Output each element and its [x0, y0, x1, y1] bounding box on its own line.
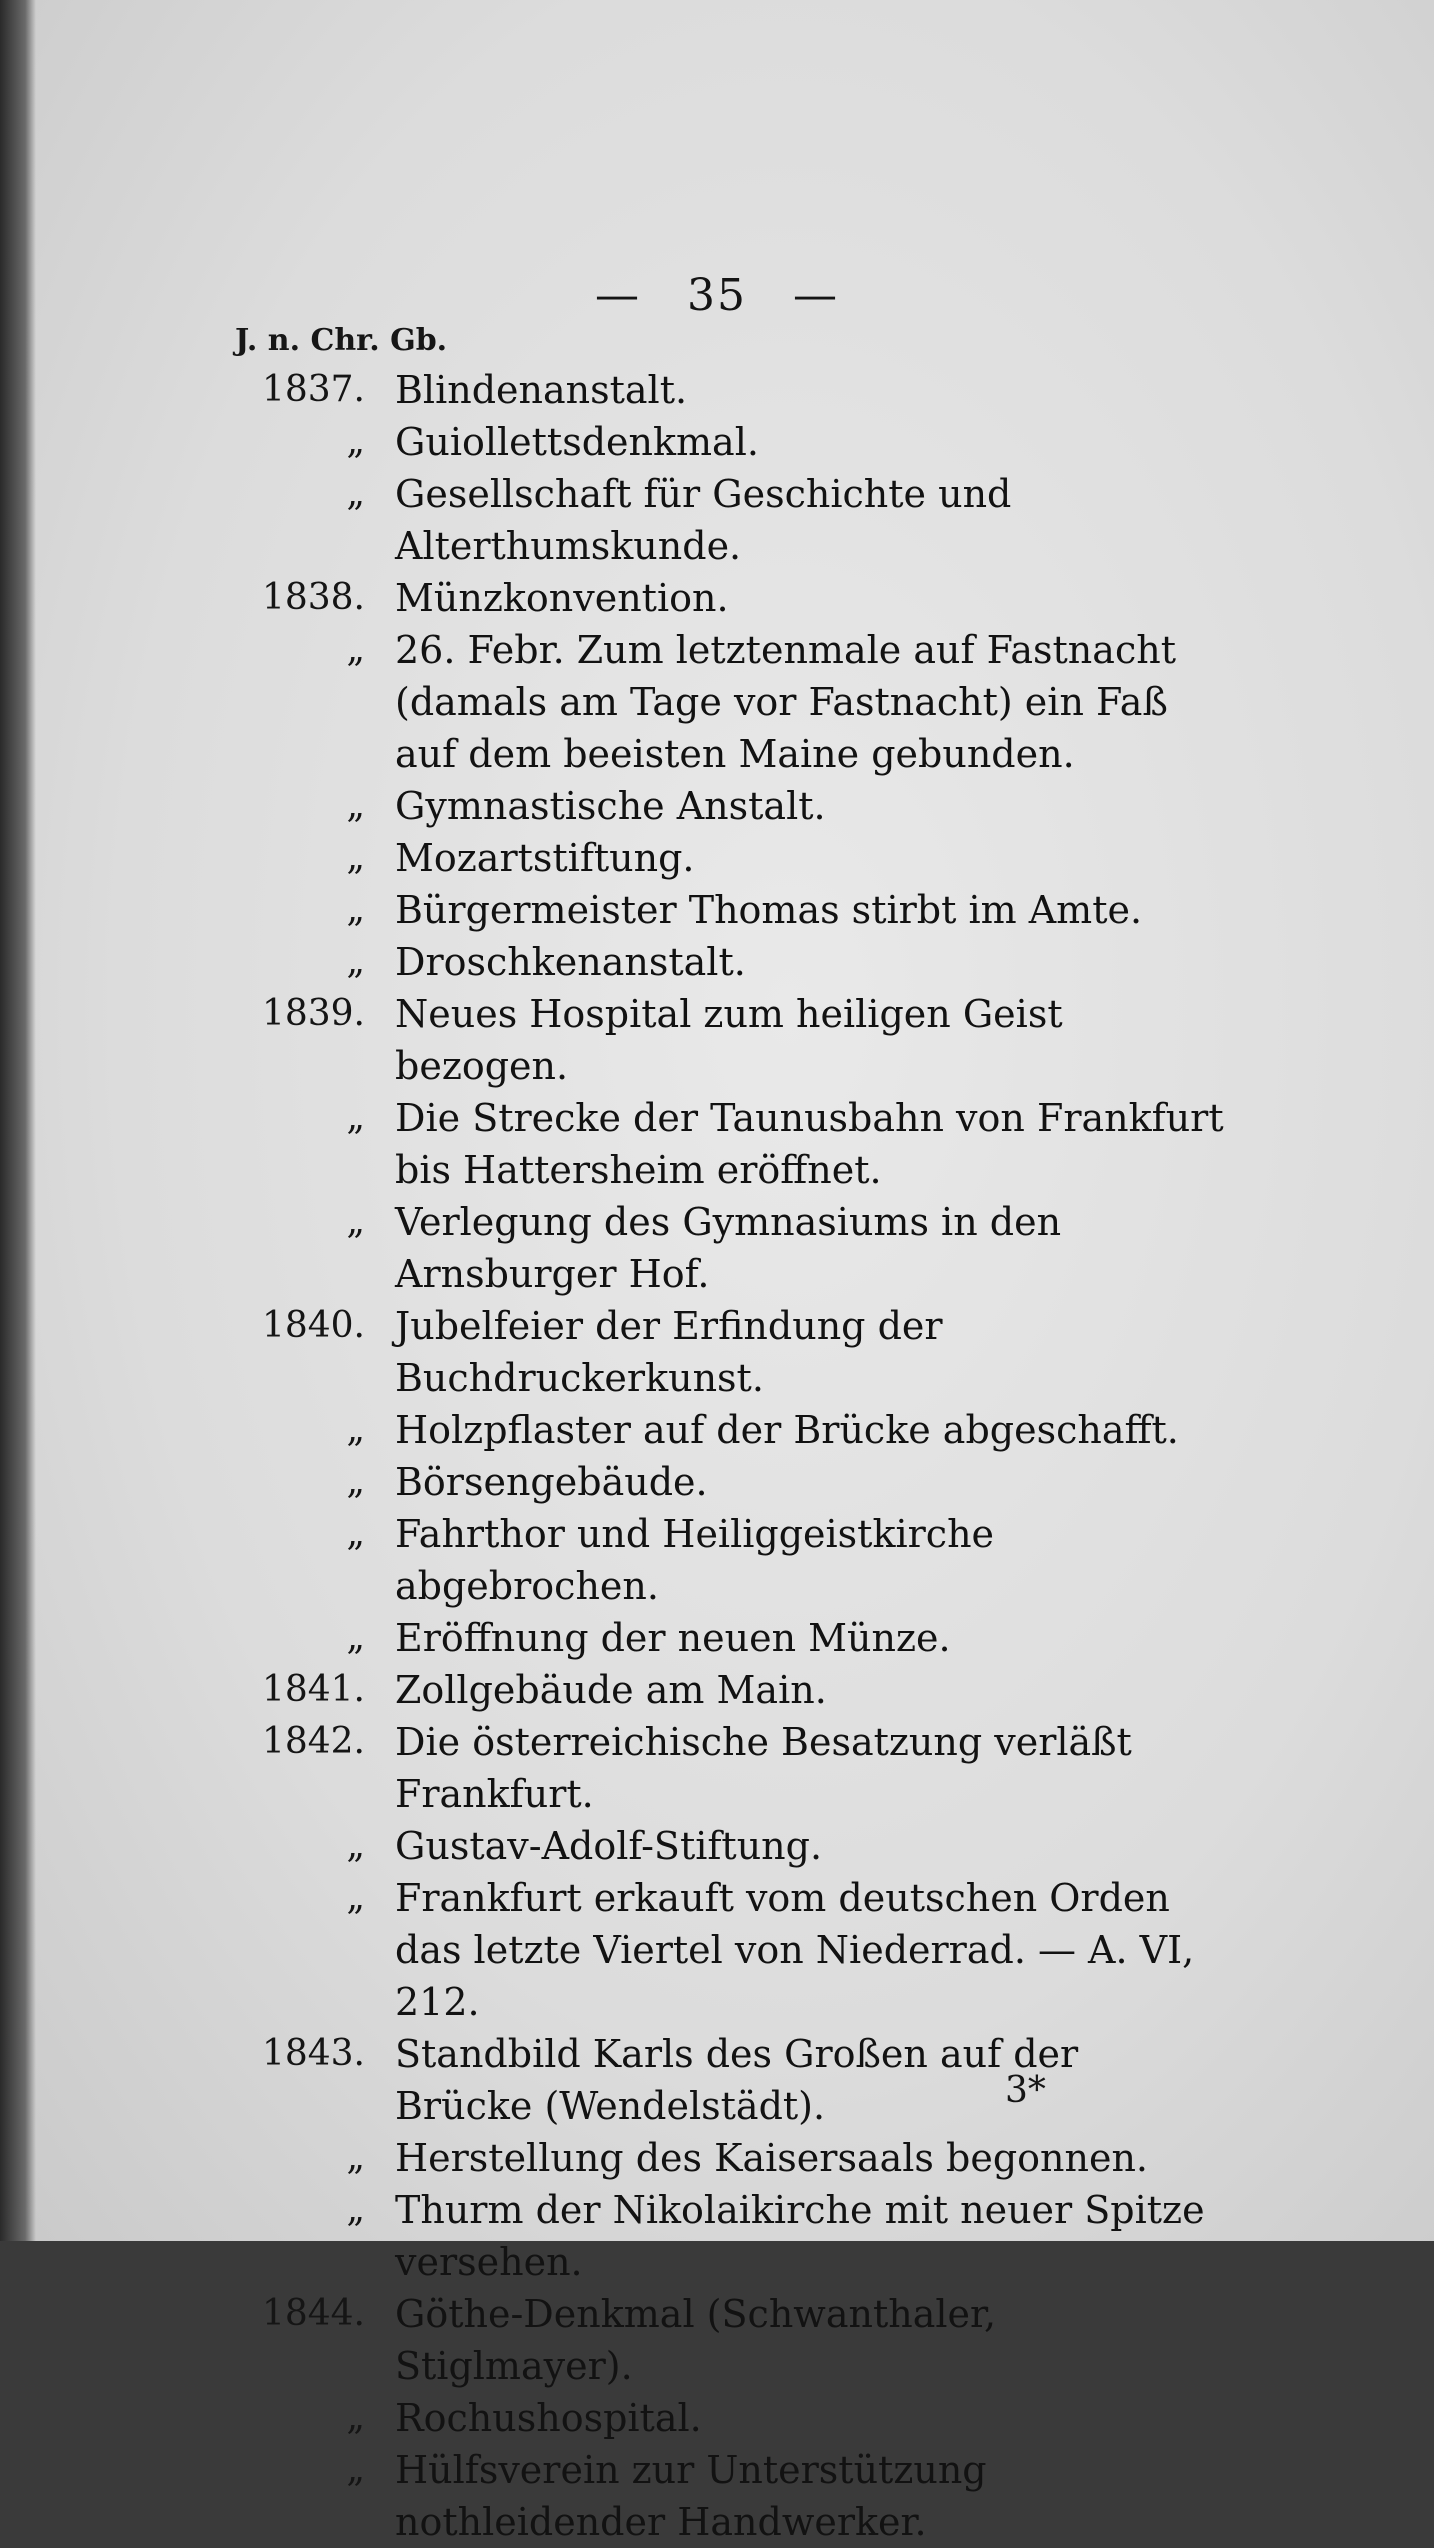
entry-text: Blindenanstalt. [395, 368, 688, 412]
entry-year: „ [346, 941, 365, 982]
entry-text: Guiollettsdenkmal. [395, 420, 759, 464]
entry-text: 26. Febr. Zum letztenmale auf Fastnacht (damals am Tage vor Fastnacht) ein Faß auf dem beeisten Maine gebunden. [395, 628, 1176, 776]
chronology-entry [0, 1664, 1434, 1716]
entry-text: Bürgermeister Thomas stirbt im Amte. [395, 888, 1143, 932]
entry-year: „ [346, 1513, 365, 1554]
entry-year: „ [346, 421, 365, 462]
entry-year: „ [346, 2397, 365, 2438]
chronology-entry [0, 1716, 1434, 1820]
entry-text: Rochushospital. [395, 2396, 702, 2440]
chronology-entry [0, 2184, 1434, 2288]
entry-year: „ [346, 1461, 365, 1502]
entry-text: Gymnastische Anstalt. [395, 784, 826, 828]
chronology-entry [0, 2028, 1434, 2132]
header-dash-right: — [793, 270, 839, 321]
chronology-entry [0, 1456, 1434, 1508]
entry-text: Hülfsverein zur Unterstützung nothleidender Handwerker. [395, 2448, 987, 2544]
entry-text: Herstellung des Kaisersaals begonnen. [395, 2136, 1149, 2180]
entry-text: Frankfurt erkauft vom deutschen Orden das letzte Viertel von Niederrad. — A. VI, 212. [395, 1876, 1195, 2024]
entry-year: 1838. [261, 577, 365, 618]
entry-text: Die österreichische Besatzung verläßt Frankfurt. [395, 1720, 1132, 1816]
entry-text: Gustav-Adolf-Stiftung. [395, 1824, 823, 1868]
page-header [0, 270, 1434, 321]
entry-year: 1840. [261, 1305, 365, 1346]
chronology-entry [0, 624, 1434, 780]
entry-year: 1841. [261, 1669, 365, 1710]
entry-text: Gesellschaft für Geschichte und Alterthumskunde. [395, 472, 1012, 568]
entry-year: 1837. [261, 369, 365, 410]
chronology-entry [0, 2444, 1434, 2548]
entry-year: „ [346, 473, 365, 514]
entry-year: 1844. [261, 2293, 365, 2334]
chronology-entry [0, 1612, 1434, 1664]
header-dash-left: — [595, 270, 641, 321]
entry-year: „ [346, 1097, 365, 1138]
chronology-entry [0, 416, 1434, 468]
chronology-entry [0, 1300, 1434, 1404]
page-number: 35 [687, 270, 747, 321]
chronology-entry [0, 1872, 1434, 2028]
entry-text: Neues Hospital zum heiligen Geist bezogen. [395, 992, 1063, 1088]
entry-year: „ [346, 1617, 365, 1658]
chronology-entry [0, 364, 1434, 416]
entry-year: „ [346, 889, 365, 930]
chronology-entry [0, 1404, 1434, 1456]
chronology-entry [0, 1820, 1434, 1872]
chronology-entry [0, 468, 1434, 572]
entry-text: Die Strecke der Taunusbahn von Frankfurt bis Hattersheim eröffnet. [395, 1096, 1224, 1192]
entry-year: 1839. [261, 993, 365, 1034]
entry-text: Thurm der Nikolaikirche mit neuer Spitze versehen. [395, 2188, 1205, 2284]
entry-year: „ [346, 1201, 365, 1242]
chronology-entry [0, 2132, 1434, 2184]
entry-year: „ [346, 785, 365, 826]
chronology-entry [0, 1092, 1434, 1196]
chronology-list [0, 364, 1434, 2548]
chronology-entry [0, 1508, 1434, 1612]
entry-year: 1843. [261, 2033, 365, 2074]
era-label: J. n. Chr. Gb. [235, 323, 448, 358]
entry-year: „ [346, 1409, 365, 1450]
entry-text: Verlegung des Gymnasiums in den Arnsburger Hof. [395, 1200, 1062, 1296]
entry-text: Eröffnung der neuen Münze. [395, 1616, 951, 1660]
entry-text: Mozartstiftung. [395, 836, 695, 880]
entry-text: Standbild Karls des Großen auf der Brücke (Wendelstädt). [395, 2032, 1079, 2128]
chronology-entry [0, 884, 1434, 936]
entry-year: „ [346, 629, 365, 670]
entry-text: Börsengebäude. [395, 1460, 708, 1504]
entry-year: „ [346, 2137, 365, 2178]
entry-year: „ [346, 1877, 365, 1918]
chronology-entry [0, 572, 1434, 624]
entry-year: „ [346, 837, 365, 878]
chronology-entry [0, 988, 1434, 1092]
entry-text: Göthe-Denkmal (Schwanthaler, Stiglmayer). [395, 2292, 997, 2388]
entry-text: Münzkonvention. [395, 576, 729, 620]
chronology-entry [0, 936, 1434, 988]
chronology-entry [0, 2288, 1434, 2392]
entry-text: Jubelfeier der Erfindung der Buchdruckerkunst. [395, 1304, 943, 1400]
entry-text: Holzpflaster auf der Brücke abgeschafft. [395, 1408, 1179, 1452]
entry-year: „ [346, 2449, 365, 2490]
chronology-entry [0, 1196, 1434, 1300]
entry-text: Droschkenanstalt. [395, 940, 746, 984]
chronology-entry [0, 780, 1434, 832]
entry-year: „ [346, 2189, 365, 2230]
signature-mark: 3* [1005, 2070, 1046, 2111]
entry-text: Zollgebäude am Main. [395, 1668, 827, 1712]
entry-year: 1842. [261, 1721, 365, 1762]
entry-text: Fahrthor und Heiliggeistkirche abgebrochen. [395, 1512, 995, 1608]
chronology-entry [0, 832, 1434, 884]
entry-year: „ [346, 1825, 365, 1866]
chronology-entry [0, 2392, 1434, 2444]
